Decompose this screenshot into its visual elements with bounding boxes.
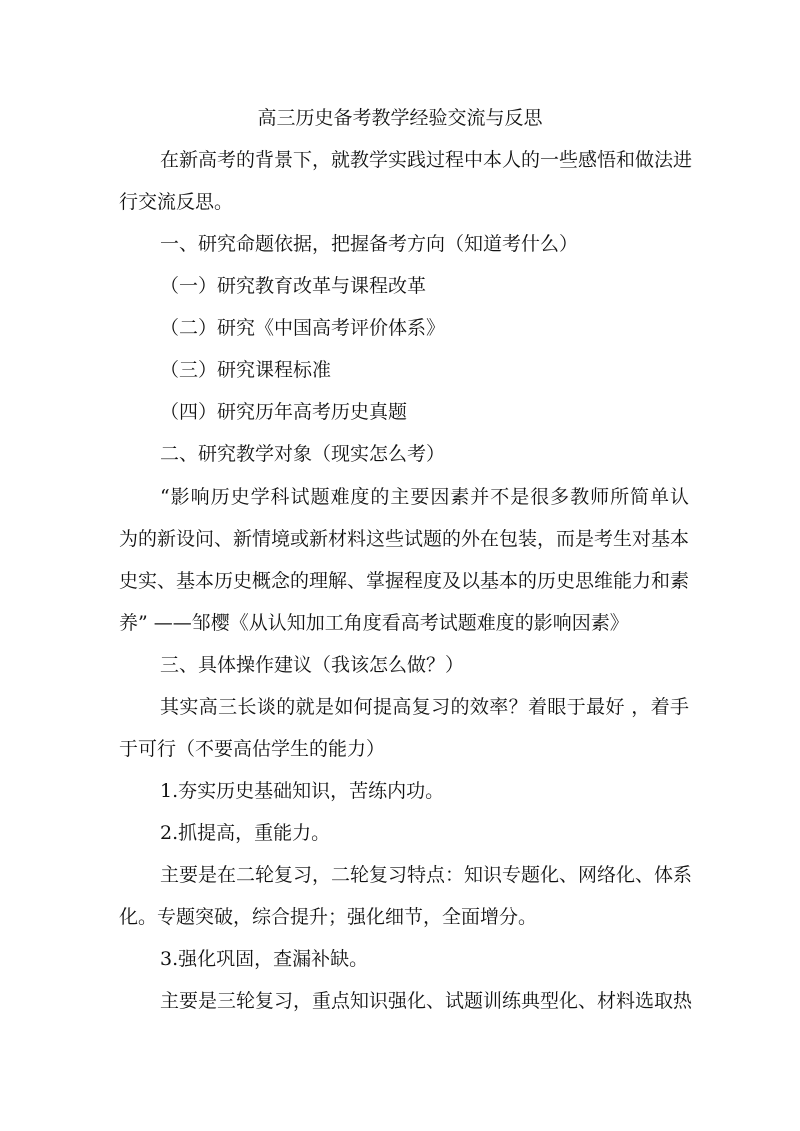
section2-quote-line-2: 为的新设问、新情境或新材料这些试题的外在包装，而是考生对基本 <box>119 528 690 550</box>
section2-quote-line-1: “影响历史学科试题难度的主要因素并不是很多教师所简单认 <box>160 486 689 508</box>
section2-quote-line-3: 史实、基本历史概念的理解、掌握程度及以基本的历史思维能力和素 <box>119 570 690 592</box>
section3-point-2-body-line-1: 主要是在二轮复习，二轮复习特点：知识专题化、网络化、体系 <box>160 864 693 886</box>
section2-heading: 二、研究教学对象（现实怎么考） <box>160 443 446 465</box>
section1-item-2: （二）研究《中国高考评价体系》 <box>160 317 446 339</box>
section3-point-3-body-line-1: 主要是三轮复习，重点知识强化、试题训练典型化、材料选取热 <box>160 990 693 1012</box>
section1-item-1: （一）研究教育改革与课程改革 <box>160 275 427 297</box>
section3-heading: 三、具体操作建议（我该怎么做？） <box>160 654 465 676</box>
page-title: 高三历史备考教学经验交流与反思 <box>257 107 543 129</box>
intro-line-2: 行交流反思。 <box>119 191 234 213</box>
section3-intro-line-2: 于可行（不要高估学生的能力） <box>119 738 386 760</box>
section1-item-3: （三）研究课程标准 <box>160 359 332 381</box>
section3-intro-line-1: 其实高三长谈的就是如何提高复习的效率？着眼于最好 ，着手 <box>160 696 689 718</box>
section3-point-3: 3.强化巩固，查漏补缺。 <box>160 948 369 970</box>
intro-line-1: 在新高考的背景下，就教学实践过程中本人的一些感悟和做法进 <box>160 149 693 171</box>
section3-point-1: 1.夯实历史基础知识，苦练内功。 <box>160 780 445 802</box>
section2-quote-line-4: 养” ——邹樱《从认知加工角度看高考试题难度的影响因素》 <box>119 612 629 634</box>
section1-heading: 一、研究命题依据，把握备考方向（知道考什么） <box>160 233 579 255</box>
section3-point-2: 2.抓提高，重能力。 <box>160 822 331 844</box>
section1-item-4: （四）研究历年高考历史真题 <box>160 401 408 423</box>
section3-point-2-body-line-2: 化。专题突破，综合提升；强化细节，全面增分。 <box>119 906 538 928</box>
